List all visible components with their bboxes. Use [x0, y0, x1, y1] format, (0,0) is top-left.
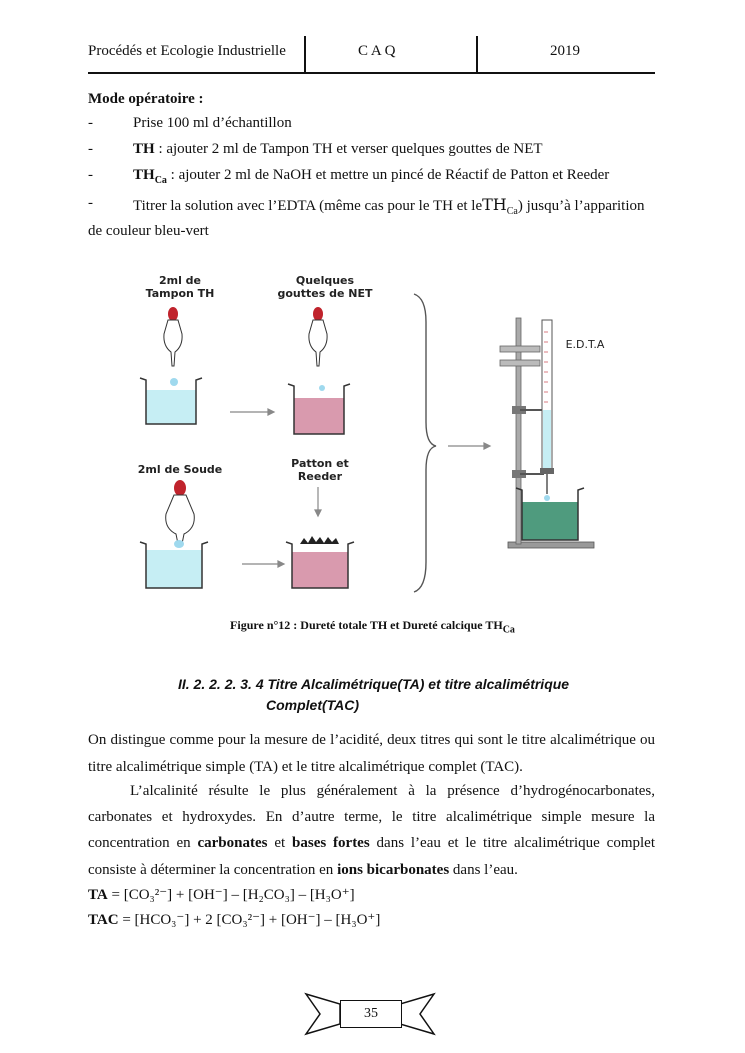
- section-title-line2: Complet(TAC): [266, 697, 360, 713]
- list-dash: -: [88, 115, 93, 131]
- section-title-line1: II. 2. 2. 2. 3. 4 Titre Alcalimétrique(TA) et titre alcalimétrique: [178, 676, 570, 692]
- list-item-1: Prise 100 ml d’échantillon: [133, 115, 292, 131]
- text: dans l’eau et le titre alcalimétrique complet: [369, 835, 655, 851]
- caption-subscript: Ca: [502, 624, 515, 636]
- item-bold: TH: [133, 167, 155, 183]
- paragraph-2-line-1: L’alcalinité résulte le plus généralement à la présence d’hydrogénocarbonates,: [130, 783, 655, 799]
- list-item-2: [133, 141, 543, 158]
- list-item-4: [133, 195, 655, 217]
- page-number: 35: [340, 1000, 402, 1028]
- titration-figure: [0, 262, 745, 612]
- formula-ta: [88, 885, 355, 905]
- formula-label: TA: [88, 887, 108, 903]
- formula-text: = [HCO₃⁻] + 2 [CO₃²⁻] + [OH⁻] – [H₃O⁺]: [118, 912, 381, 928]
- header-separator: [476, 36, 478, 74]
- item-text: : ajouter 2 ml de NaOH et mettre un pincé de Réactif de Patton et Reeder: [166, 167, 610, 183]
- arrow-icon: [230, 409, 490, 567]
- paragraph-2-line-2: carbonates et hydroxydes. En d’autre terme, le titre alcalimétrique simple mesure la: [88, 809, 655, 825]
- beaker-icon: [516, 488, 584, 540]
- header-center: C A Q: [358, 43, 396, 59]
- brace-icon: [414, 294, 436, 592]
- list-dash: -: [88, 167, 93, 183]
- mode-title: Mode opératoire :: [88, 91, 204, 107]
- bold-text: ions bicarbonates: [337, 862, 450, 878]
- label-patton-1: Patton et: [291, 457, 349, 470]
- item-text: : ajouter 2 ml de Tampon TH et verser quelques gouttes de NET: [154, 141, 543, 157]
- item-subscript: Ca: [154, 175, 167, 186]
- label-edta: E.D.T.A: [565, 338, 605, 351]
- pipette-icon: [166, 480, 195, 544]
- page-header: [88, 36, 655, 74]
- bold-text: bases fortes: [292, 835, 370, 851]
- beaker-icon: [140, 540, 208, 588]
- beaker-icon: [286, 536, 354, 588]
- label-net-2: gouttes de NET: [277, 287, 373, 300]
- text: dans l’eau.: [449, 862, 518, 878]
- item-subscript: Ca: [506, 206, 518, 217]
- figure-caption: [0, 618, 745, 635]
- pipette-icon: [164, 307, 182, 366]
- label-tampon-2: Tampon TH: [145, 287, 215, 300]
- pipette-icon: [309, 307, 327, 366]
- item-bold: TH: [133, 141, 155, 157]
- paragraph-1-line-1: On distingue comme pour la mesure de l’acidité, deux titres qui sont le titre alcalimétrique ou: [88, 732, 655, 748]
- label-net-1: Quelques: [295, 274, 355, 287]
- label-soude: 2ml de Soude: [137, 463, 223, 476]
- beaker-icon: [288, 384, 350, 434]
- beaker-icon: [140, 378, 202, 424]
- burette-icon: [540, 320, 554, 501]
- item-text: Titrer la solution avec l’EDTA (même cas pour le TH et le: [133, 198, 483, 214]
- caption-text: Figure n°12 : Dureté totale TH et Dureté calcique TH: [230, 618, 503, 632]
- list-dash: -: [88, 141, 93, 157]
- label-tampon-1: 2ml de: [158, 274, 202, 287]
- item-th: TH: [482, 195, 507, 214]
- formula-text: = [CO₃²⁻] + [OH⁻] – [H₂CO₃] – [H₃O⁺]: [107, 887, 355, 903]
- text: et: [267, 835, 293, 851]
- paragraph-2-line-3: [88, 835, 655, 852]
- formula-tac: [88, 910, 380, 930]
- list-item-3: [133, 167, 609, 186]
- paragraph-1-line-2: titre alcalimétrique simple (TA) et le titre alcalimétrique complet (TAC).: [88, 759, 523, 775]
- header-right: 2019: [550, 43, 580, 59]
- list-dash: -: [88, 195, 93, 211]
- header-separator: [304, 36, 306, 74]
- label-patton-2: Reeder: [297, 470, 343, 483]
- paragraph-2-line-4: [88, 860, 518, 880]
- text: consiste à déterminer la concentration en: [88, 862, 338, 878]
- list-item-4-continued: de couleur bleu-vert: [88, 223, 209, 239]
- header-left: Procédés et Ecologie Industrielle: [88, 43, 286, 59]
- text: concentration en: [88, 835, 198, 851]
- header-rule: [88, 72, 655, 74]
- formula-label: TAC: [88, 912, 119, 928]
- item-text: ) jusqu’à l’apparition: [517, 198, 645, 214]
- bold-text: carbonates: [197, 835, 268, 851]
